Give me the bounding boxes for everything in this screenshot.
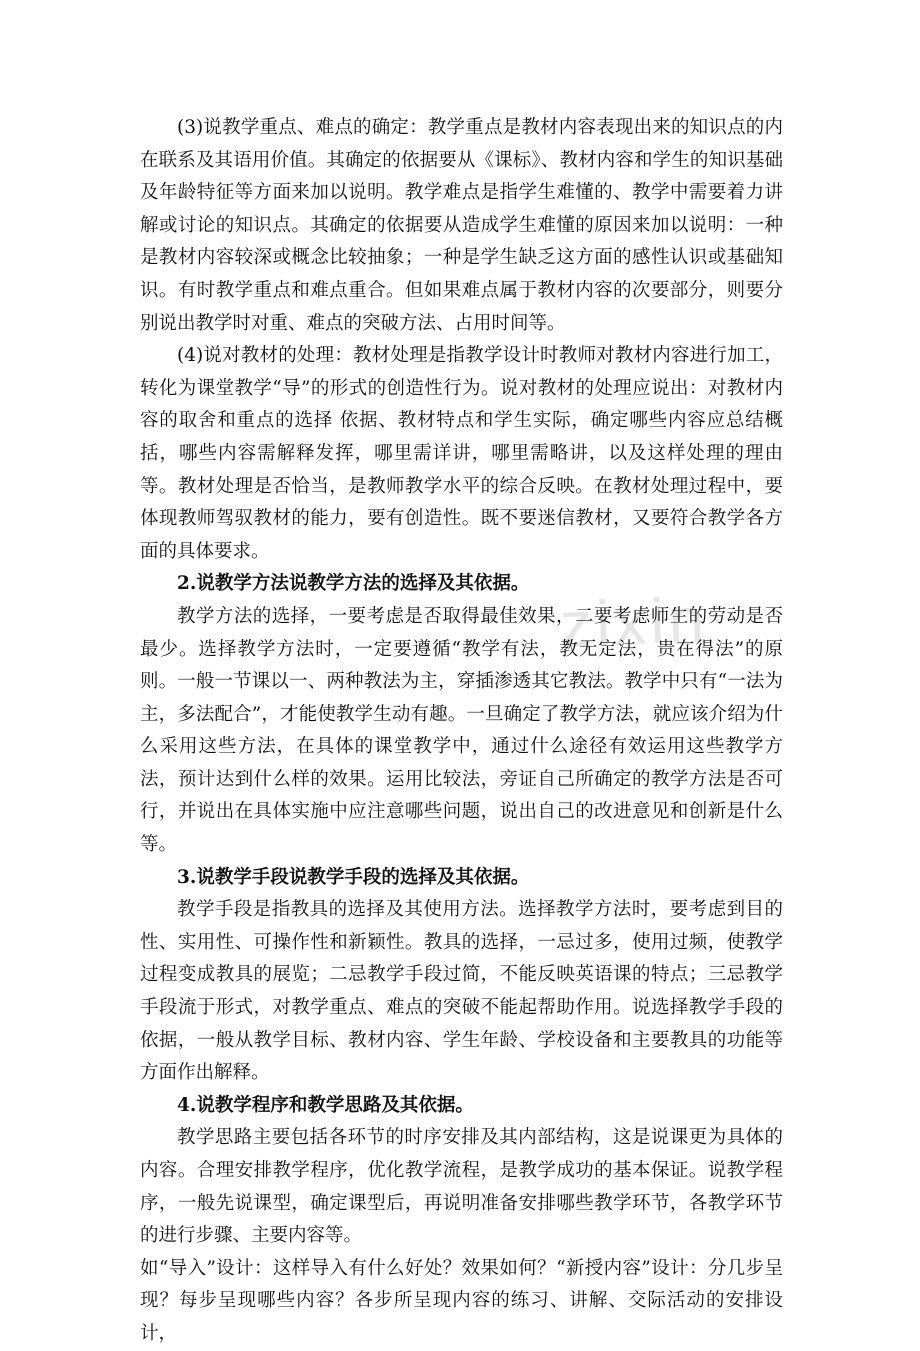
paragraph-textbook-handling: (4)说对教材的处理：教材处理是指教学设计时教师对教材内容进行加工，转化为课堂教学“导”的形式的创造性行为。说对教材的处理应说出：对教材内容的取舍和重点的选择 依据、教材特点和学生实际，确定哪些内容应总结概括，哪些内容需解释发挥，哪里需详讲，哪里需略讲，以及这样处理的理由等。教材处理是否恰当，是教师教学水平的综合反映。在教材处理过程中，要体现教师驾驭教材的能力，要有创造性。既不要迷信教材，又要符合教学各方面的具体要求。 — [140, 345, 783, 562]
section-heading-teaching-procedure: 4.说教学程序和教学思路及其依据。 — [177, 1094, 474, 1116]
paragraph-teaching-procedure: 教学思路主要包括各环节的时序安排及其内部结构，这是说课更为具体的内容。合理安排教学程序，优化教学流程，是教学成功的基本保证。说教学程序，一般先说课型，确定课型后，再说明准备安排哪些教学环节，各教学环节的进行步骤、主要内容等。 — [140, 1127, 783, 1247]
paragraph-teaching-methods: 教学方法的选择，一要考虑是否取得最佳效果，二要考虑师生的劳动是否最少。选择教学方法时，一定要遵循“教学有法，教无定法，贵在得法”的原则。一般一节课以一、两种教法为主，穿插渗透其它教法。教学中只有“一法为主，多法配合”，才能使教学生动有趣。一旦确定了教学方法，就应该介绍为什么采用这些方法，在具体的课堂教学中，通过什么途径有效运用这些教学方法，预计达到什么样的效果。运用比较法，旁证自己所确定的教学方法是否可行，并说出在具体实施中应注意哪些问题，说出自己的改进意见和创新是什么等。 — [140, 605, 783, 856]
section-heading-teaching-methods: 2.说教学方法说教学方法的选择及其依据。 — [177, 573, 530, 595]
document-body — [140, 112, 783, 1351]
paragraph-key-difficult-points: (3)说教学重点、难点的确定：教学重点是教材内容表现出来的知识点的内在联系及其语用价值。其确定的依据要从《课标》、教材内容和学生的知识基础及年龄特征等方面来加以说明。教学难点是指学生难懂的、教学中需要着力讲解或讨论的知识点。其确定的依据要从造成学生难懂的原因来加以说明：一种是教材内容较深或概念比较抽象；一种是学生缺乏这方面的感性认识或基础知识。有时教学重点和难点重合。但如果难点属于教材内容的次要部分，则要分别说出教学时对重、难点的突破方法、占用时间等。 — [140, 117, 783, 334]
paragraph-design-example: 如“导入”设计：这样导入有什么好处？效果如何？“新授内容”设计：分几步呈现？每步呈现哪些内容？各步所呈现内容的练习、讲解、交际活动的安排设计， — [140, 1257, 783, 1344]
section-heading-teaching-means: 3.说教学手段说教学手段的选择及其依据。 — [177, 866, 530, 888]
watermark: zixin — [558, 583, 710, 661]
paragraph-teaching-means: 教学手段是指教具的选择及其使用方法。选择教学方法时，要考虑到目的性、实用性、可操作性和新颖性。教具的选择，一忌过多，使用过频，使教学过程变成教具的展览；二忌教学手段过简，不能反映英语课的特点；三忌教学手段流于形式，对教学重点、难点的突破不能起帮助作用。说选择教学手段的依据，一般从教学目标、教材内容、学生年龄、学校设备和主要教具的功能等方面作出解释。 — [140, 899, 783, 1084]
